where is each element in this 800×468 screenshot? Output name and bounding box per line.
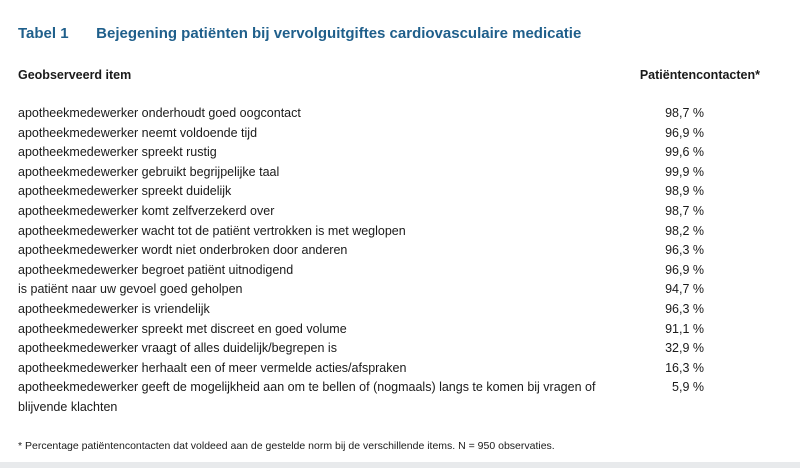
row-item: apotheekmedewerker spreekt met discreet en goed volume [18, 321, 347, 336]
table-caption: Bejegening patiënten bij vervolguitgiftes cardiovasculaire medicatie [96, 25, 582, 42]
table-body [18, 104, 718, 418]
row-item: apotheekmedewerker herhaalt een of meer vermelde acties/afspraken [18, 360, 407, 375]
table-row [18, 182, 718, 202]
table-row [18, 163, 718, 183]
row-value: 5,9 % [672, 380, 704, 395]
table-label: Tabel 1 [18, 25, 69, 42]
row-item: apotheekmedewerker spreekt duidelijk [18, 184, 232, 199]
row-value: 32,9 % [665, 341, 704, 356]
row-value: 96,9 % [665, 262, 704, 277]
table-title [18, 25, 581, 42]
row-value: 98,7 % [665, 203, 704, 218]
row-item: is patiënt naar uw gevoel goed geholpen [18, 282, 243, 297]
row-item: apotheekmedewerker begroet patiënt uitnodigend [18, 262, 294, 277]
table-row [18, 378, 718, 417]
row-value: 98,2 % [665, 223, 704, 238]
row-value: 98,9 % [665, 184, 704, 199]
row-value: 94,7 % [665, 282, 704, 297]
row-item: apotheekmedewerker geeft de mogelijkheid aan om te bellen of (nogmaals) langs te komen bij vragen of blijvende klachten [18, 380, 596, 414]
header-value: Patiëntencontacten* [639, 68, 760, 82]
row-item: apotheekmedewerker is vriendelijk [18, 301, 210, 316]
row-item: apotheekmedewerker gebruikt begrijpelijke taal [18, 164, 280, 179]
row-value: 96,3 % [665, 301, 704, 316]
table-row [18, 143, 718, 163]
row-value: 99,9 % [665, 164, 704, 179]
row-item: apotheekmedewerker komt zelfverzekerd over [18, 203, 275, 218]
table-row [18, 300, 718, 320]
row-item: apotheekmedewerker wacht tot de patiënt vertrokken is met weglopen [18, 223, 406, 238]
row-value: 96,3 % [665, 243, 704, 258]
row-value: 96,9 % [665, 125, 704, 140]
row-value: 91,1 % [665, 321, 704, 336]
table-row [18, 320, 718, 340]
row-item: apotheekmedewerker spreekt rustig [18, 145, 217, 160]
table-row [18, 339, 718, 359]
row-item: apotheekmedewerker vraagt of alles duidelijk/begrepen is [18, 341, 337, 356]
header-item: Geobserveerd item [18, 68, 132, 82]
table-row [18, 261, 718, 281]
table-row [18, 202, 718, 222]
row-value: 16,3 % [665, 360, 704, 375]
bottom-rule [0, 462, 800, 468]
table-row [18, 222, 718, 242]
table-row [18, 241, 718, 261]
table-row [18, 104, 718, 124]
table-row [18, 124, 718, 144]
table-footnote: * Percentage patiëntencontacten dat voldeed aan de gestelde norm bij de verschillende items. N = 950 observaties. [18, 440, 555, 452]
row-value: 98,7 % [665, 106, 704, 120]
row-item: apotheekmedewerker onderhoudt goed oogcontact [18, 106, 301, 120]
row-value: 99,6 % [665, 145, 704, 160]
row-item: apotheekmedewerker neemt voldoende tijd [18, 125, 258, 140]
table-row [18, 359, 718, 379]
table-row [18, 280, 718, 300]
row-item: apotheekmedewerker wordt niet onderbroken door anderen [18, 243, 348, 258]
